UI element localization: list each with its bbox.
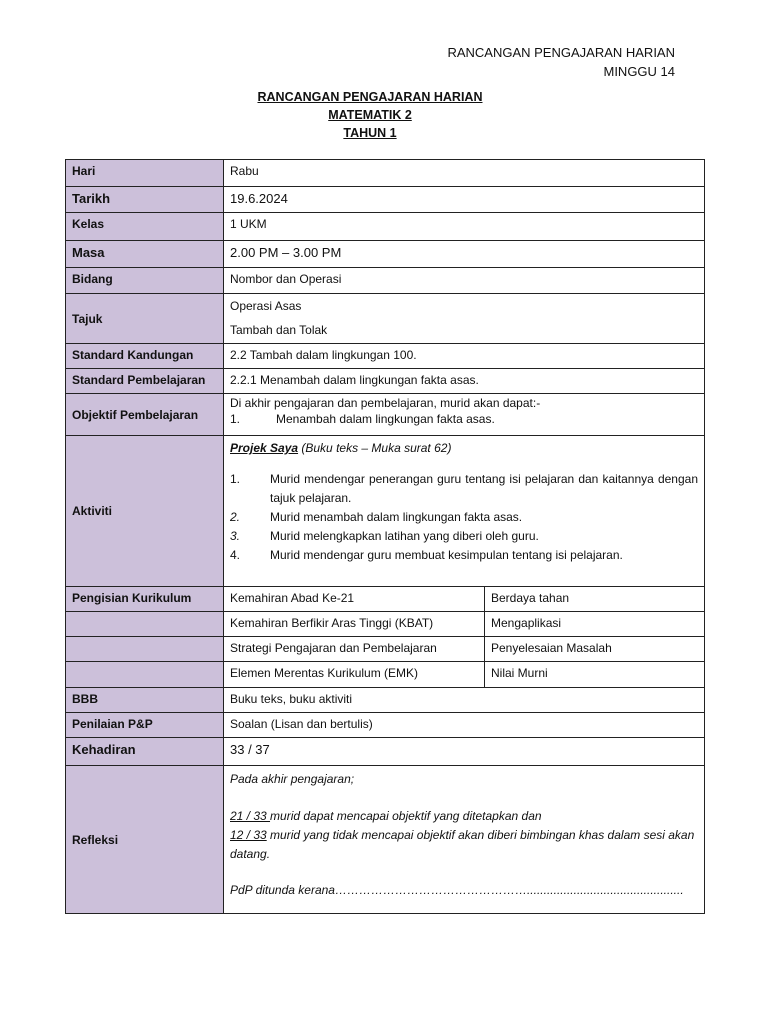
aktiviti-step: [230, 527, 698, 546]
tajuk-line-1: Operasi Asas: [230, 299, 302, 313]
value-bidang: Nombor dan Operasi: [224, 268, 705, 294]
value-aktiviti: [224, 436, 705, 587]
row-bidang: [66, 268, 705, 294]
label-standard-pembelajaran: Standard Pembelajaran: [66, 369, 224, 394]
value-tajuk: [224, 294, 705, 344]
aktiviti-step: [230, 470, 698, 508]
objektif-item: [230, 411, 698, 427]
row-masa: [66, 241, 705, 268]
value-masa: 2.00 PM – 3.00 PM: [224, 241, 705, 268]
value-tarikh: 19.6.2024: [224, 187, 705, 213]
pengisian-right: Berdaya tahan: [485, 587, 705, 612]
label-aktiviti: Aktiviti: [66, 436, 224, 587]
value-refleksi: [224, 766, 705, 914]
aktiviti-step-text: Murid menambah dalam lingkungan fakta asas.: [270, 510, 523, 524]
refleksi-achieved: [230, 807, 698, 826]
aktiviti-project-ref: (Buku teks – Muka surat 62): [298, 441, 452, 455]
aktiviti-project-title: Projek Saya: [230, 441, 299, 455]
pengisian-left: Elemen Merentas Kurikulum (EMK): [224, 662, 485, 688]
value-kehadiran: 33 / 37: [224, 738, 705, 766]
refleksi-not-achieved-count: 12 / 33: [230, 828, 267, 842]
refleksi-not-achieved-text: murid yang tidak mencapai objektif akan diberi bimbingan khas dalam sesi akan datang.: [230, 828, 695, 861]
pengisian-left: Strategi Pengajaran dan Pembelajaran: [224, 637, 485, 662]
title-subject: MATEMATIK 2: [328, 108, 412, 122]
refleksi-achieved-text: murid dapat mencapai objektif yang ditetapkan dan: [270, 809, 542, 823]
refleksi-intro: Pada akhir pengajaran;: [230, 772, 355, 786]
row-pengisian-4: [66, 662, 705, 688]
aktiviti-project: [230, 440, 698, 456]
label-hari: Hari: [66, 160, 224, 187]
row-kehadiran: [66, 738, 705, 766]
label-refleksi: Refleksi: [66, 766, 224, 914]
row-aktiviti: [66, 436, 705, 587]
label-objektif: Objektif Pembelajaran: [66, 394, 224, 436]
pengisian-left: Kemahiran Berfikir Aras Tinggi (KBAT): [224, 612, 485, 637]
label-kehadiran: Kehadiran: [66, 738, 224, 766]
row-hari: [66, 160, 705, 187]
label-bbb: BBB: [66, 688, 224, 713]
value-kelas: 1 UKM: [224, 213, 705, 241]
objektif-item-number: 1.: [230, 412, 241, 426]
aktiviti-step-number: 2.: [230, 510, 241, 524]
pengisian-left: Kemahiran Abad Ke-21: [224, 587, 485, 612]
aktiviti-step: [230, 546, 698, 565]
pengisian-right: Mengaplikasi: [485, 612, 705, 637]
header-week: MINGGU 14: [603, 64, 675, 79]
value-standard-pembelajaran: 2.2.1 Menambah dalam lingkungan fakta asas.: [224, 369, 705, 394]
label-bidang: Bidang: [66, 268, 224, 294]
label-pengisian-empty: [66, 637, 224, 662]
row-pengisian-1: [66, 587, 705, 612]
row-pengisian-3: [66, 637, 705, 662]
refleksi-achieved-count: 21 / 33: [230, 809, 271, 823]
row-penilaian: [66, 713, 705, 738]
objektif-item-text: Menambah dalam lingkungan fakta asas.: [276, 412, 495, 426]
row-standard-pembelajaran: [66, 369, 705, 394]
aktiviti-steps: [230, 470, 698, 565]
refleksi-not-achieved: [230, 826, 698, 864]
title-main: RANCANGAN PENGAJARAN HARIAN: [257, 90, 483, 104]
row-standard-kandungan: [66, 344, 705, 369]
aktiviti-step: [230, 508, 698, 527]
title-year: TAHUN 1: [343, 126, 397, 140]
row-tajuk: [66, 294, 705, 344]
label-standard-kandungan: Standard Kandungan: [66, 344, 224, 369]
row-pengisian-2: [66, 612, 705, 637]
tajuk-line-2: Tambah dan Tolak: [230, 323, 328, 337]
value-penilaian: Soalan (Lisan dan bertulis): [224, 713, 705, 738]
value-standard-kandungan: 2.2 Tambah dalam lingkungan 100.: [224, 344, 705, 369]
pengisian-right: Nilai Murni: [485, 662, 705, 688]
lesson-plan-table: [65, 159, 705, 914]
label-pengisian-empty: [66, 662, 224, 688]
aktiviti-step-text: Murid mendengar penerangan guru tentang isi pelajaran dan kaitannya dengan tajuk pelajaran.: [270, 472, 698, 505]
header-title: RANCANGAN PENGAJARAN HARIAN: [447, 45, 675, 60]
label-kelas: Kelas: [66, 213, 224, 241]
row-bbb: [66, 688, 705, 713]
objektif-intro: Di akhir pengajaran dan pembelajaran, murid akan dapat:-: [230, 396, 541, 410]
aktiviti-step-number: 3.: [230, 529, 241, 543]
row-tarikh: [66, 187, 705, 213]
label-masa: Masa: [66, 241, 224, 268]
document-titles: [170, 88, 570, 142]
row-kelas: [66, 213, 705, 241]
value-bbb: Buku teks, buku aktiviti: [224, 688, 705, 713]
row-refleksi: [66, 766, 705, 914]
aktiviti-step-text: Murid melengkapkan latihan yang diberi oleh guru.: [270, 529, 539, 543]
value-hari: Rabu: [224, 160, 705, 187]
label-penilaian: Penilaian P&P: [66, 713, 224, 738]
label-tarikh: Tarikh: [66, 187, 224, 213]
refleksi-postponed: PdP ditunda kerana…………………………………………...............................................: [230, 883, 684, 897]
label-pengisian: Pengisian Kurikulum: [66, 587, 224, 612]
pengisian-right: Penyelesaian Masalah: [485, 637, 705, 662]
aktiviti-step-text: Murid mendengar guru membuat kesimpulan tentang isi pelajaran.: [270, 548, 623, 562]
label-tajuk: Tajuk: [66, 294, 224, 344]
value-objektif: [224, 394, 705, 436]
aktiviti-step-number: 1.: [230, 472, 241, 486]
row-objektif: [66, 394, 705, 436]
label-pengisian-empty: [66, 612, 224, 637]
aktiviti-step-number: 4.: [230, 548, 241, 562]
